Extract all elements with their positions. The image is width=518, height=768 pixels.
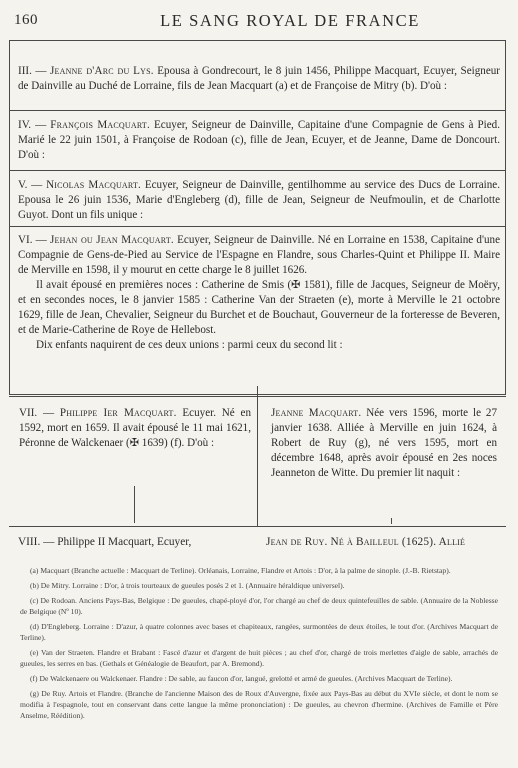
person-name: Jeanne d'Arc du Lys. — [49, 65, 154, 77]
entry-generation-4 — [18, 118, 500, 163]
marriage-paragraph: Il avait épousé en premières noces : Catherine de Smis (✠ 1581), fille de Jacques, Seigneur de Moëry, et en secondes noces, le 8 janvier 1585 : Catherine Van der Straeten (e), morte à Merville le 21 octobre 1629, fille de Jean, Chevalier, Seigneur du Burchet et de Bouchaut, Gouverneur de la forteresse de Beveren, et de Marie-Catherine de Roye de Hellebost. — [18, 279, 500, 336]
generation-numeral: VII. — — [19, 407, 55, 419]
entry-divider — [9, 170, 506, 171]
children-paragraph: Dix enfants naquirent de ces deux unions : parmi ceux du second lit : — [36, 339, 343, 351]
person-name: Philippe Ier Macquart. — [59, 407, 177, 419]
person-name: Jeanne Macquart. — [271, 407, 362, 419]
footnote: (f) De Walckenaere ou Walckenaer. Flandre : De sable, au faucon d'or, langué, grelotté et armé de gueules. (Archives Macquart de Terline). — [30, 674, 453, 683]
running-title: LE SANG ROYAL DE FRANCE — [160, 11, 420, 30]
entry-generation-8-right: Jean de Ruy. Né à Bailleul (1625). Allié — [266, 536, 466, 548]
tree-connector — [391, 518, 392, 524]
generation-numeral: VI. — — [18, 234, 47, 246]
entry-divider — [9, 226, 506, 227]
person-name: François Macquart. — [50, 119, 150, 131]
entry-divider — [9, 110, 506, 111]
entry-text: Epousa à Gondrecourt, le 8 juin 1456, Philippe Macquart, Ecuyer, Seigneur de Dainville au Duché de Lorraine, fils de Jean Macquart (a) et de Françoise de Mitry (b). D'où : — [18, 65, 500, 92]
branch-jeanne — [271, 406, 497, 481]
footnotes — [20, 565, 498, 725]
footnote: (g) De Ruy. Artois et Flandre. (Branche de l'ancienne Maison des de Roux d'Auvergne, fixée aux Pays-Bas au début du XVIe siècle, et dont le nom se modifia à l'espagnole, tout en conservant dans cette langue la même prononciation) : De gueules, au chevron d'hermine. (Archives de Famille et Père Anselme, Réédition). — [20, 689, 498, 720]
footnote: (e) Van der Straeten. Flandre et Brabant : Fascé d'azur et d'argent de huit pièces ; au chef d'or, chargé de trois merlettes d'aigle de sable, arrachés de gueules, les serres en bas. (Gethals et Généalogie de Beaufort, par A. Bremond). — [20, 648, 498, 668]
footnote: (b) De Mitry. Lorraine : D'or, à trois tourteaux de gueules posés 2 et 1. (Annuaire héraldique universel). — [30, 581, 345, 590]
person-name: Nicolas Macquart. — [46, 179, 142, 191]
tree-connector — [134, 486, 135, 523]
tree-bottom-line — [9, 526, 506, 527]
entry-generation-3 — [18, 64, 500, 94]
footnote: (a) Macquart (Branche actuelle : Macquart de Terline). Orléanais, Lorraine, Flandre et Artois : D'or, à la palme de sinople. (J.-B. Rietstap). — [30, 566, 451, 575]
page-number: 160 — [14, 12, 38, 28]
page-header — [10, 8, 510, 34]
generation-numeral: V. — — [18, 179, 43, 191]
entry-generation-8-left: VIII. — Philippe II Macquart, Ecuyer, — [18, 536, 192, 548]
family-tree-branches — [9, 396, 506, 526]
entry-generation-5 — [18, 178, 500, 223]
entry-text: Ecuyer. Né en 1592, mort en 1659. Il avait épousé le 11 mai 1621, Péronne de Walckenaer (✠ 1639) (f). D'où : — [19, 407, 251, 449]
entry-text: Ecuyer, Seigneur de Dainville, Capitaine d'une Compagnie de Gens à Pied. Marié le 22 juin 1501, à Françoise de Rodoan (c), fille de Jean, Ecuyer, et de Jeanne, Dame de Doncourt. D'où : — [18, 119, 500, 161]
entry-text: Ecuyer, Seigneur de Dainville. Né en Lorraine en 1538, Capitaine d'une Compagnie de Gens-de-Pied au Service de l'Espagne en Flandre, sous Charles-Quint et Philippe II. Maire de Merville en 1598, il y mourut en cette charge le 8 juillet 1626. — [18, 234, 500, 276]
tree-connector — [257, 386, 258, 396]
person-name: Jehan ou Jean Macquart. — [50, 234, 174, 246]
footnote: (c) De Rodoan. Anciens Pays-Bas, Belgique : De gueules, chapé-ployé d'or, l'or chargé au chef de deux quintefeuilles de sable. (Annuaire de la Noblesse de Belgique (Nº 10). — [20, 596, 498, 616]
branch-separator — [257, 396, 258, 526]
entry-text: Ecuyer, Seigneur de Dainville, gentilhomme au service des Ducs de Lorraine. Epousa le 26 juin 1536, Marie d'Engleberg (d), fille de Jean, Seigneur de Neufmoulin, et de Charlotte Guyot. Dont un fils unique : — [18, 179, 501, 221]
branch-philippe-1 — [19, 406, 251, 451]
generation-numeral: III. — — [18, 65, 47, 77]
entry-text: Née vers 1596, morte le 27 janvier 1638. Alliée à Merville en juin 1624, à Robert de Ruy (g), né vers 1595, mort en décembre 1648, après avoir épousé en 2es noces Jeanneton de Witte. Du premier lit naquit : — [271, 407, 497, 479]
entry-generation-6 — [18, 233, 500, 353]
footnote: (d) D'Engleberg. Lorraine : D'azur, à quatre colonnes avec bases et chapiteaux, rangées, surmontées de deux étoiles, le tout d'or. (Archives Macquart de Terline). — [20, 622, 498, 642]
generation-numeral: IV. — — [18, 119, 47, 131]
